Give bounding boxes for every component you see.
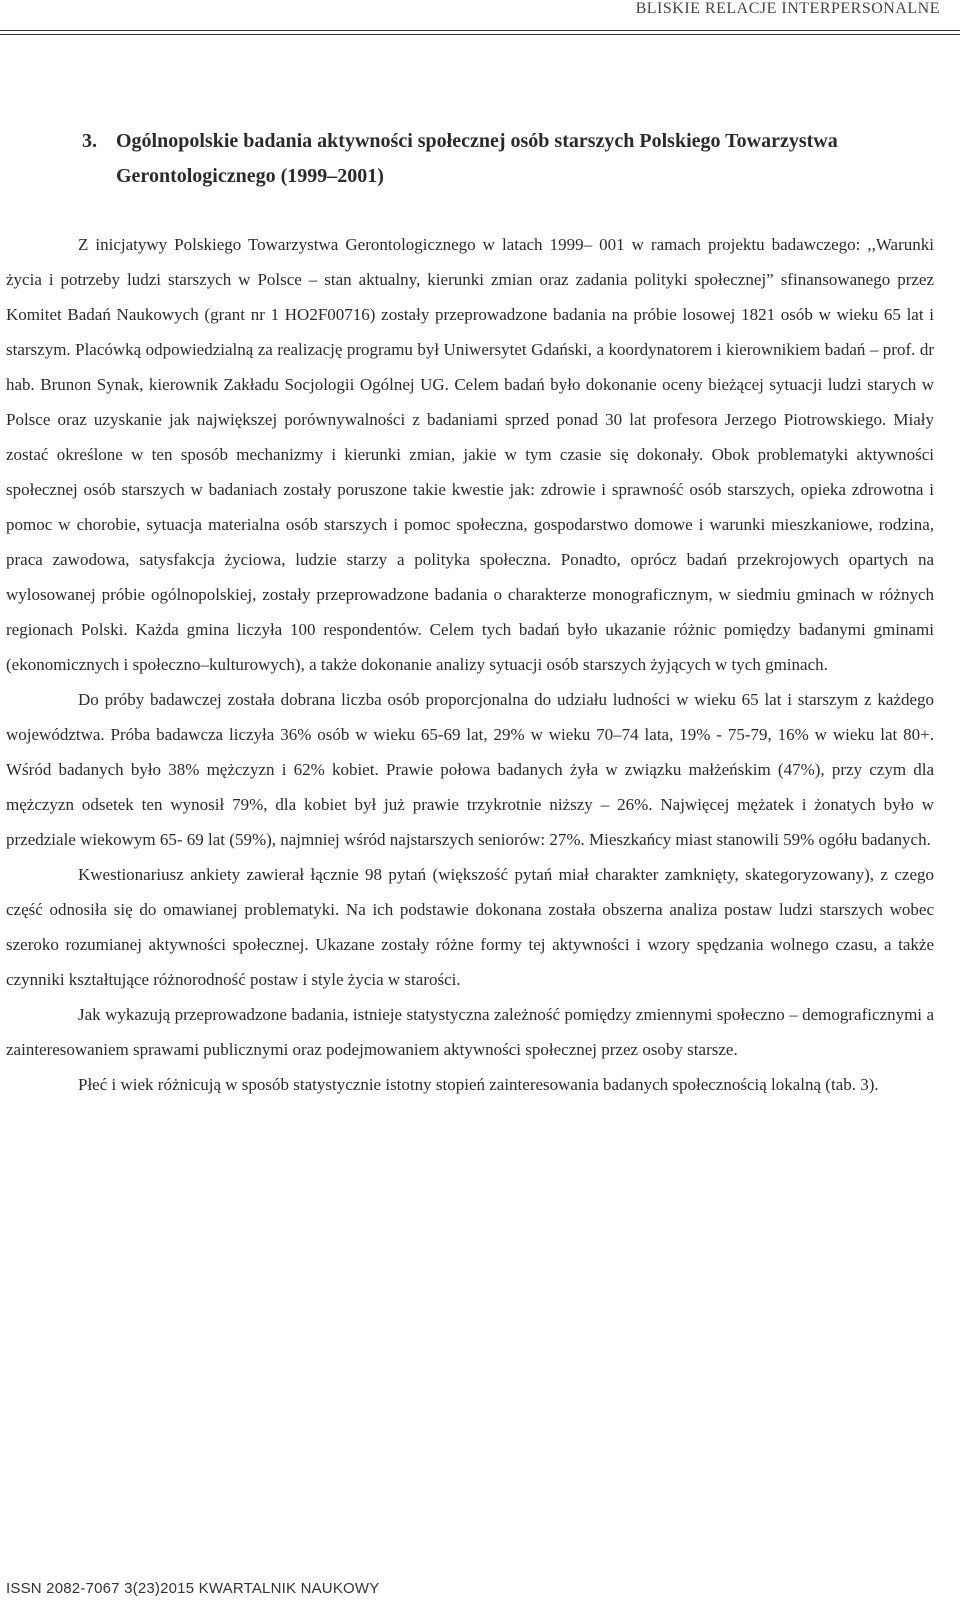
header-rule xyxy=(0,30,960,31)
paragraph: Do próby badawczej została dobrana liczba osób proporcjonalna do udziału ludności w wieku 65 lat i starszym z każdego województwa. Próba badawcza liczyła 36% osób w wieku 65-69 lat, 29% w wieku 70–74 lata, 19% - 75-79, 16% w wieku lat 80+. Wśród badanych było 38% mężczyzn i 62% kobiet. Prawie połowa badanych żyła w związku małżeńskim (47%), przy czym dla mężczyzn odsetek ten wynosił 79%, dla kobiet był już prawie trzykrotnie niższy – 26%. Najwięcej mężatek i żonatych było w przedziale wiekowym 65- 69 lat (59%), najmniej wśród najstarszych seniorów: 27%. Mieszkańcy miast stanowili 59% ogółu badanych. xyxy=(6,690,934,849)
paragraph: Z inicjatywy Polskiego Towarzystwa Gerontologicznego w latach 1999– 001 w ramach projektu badawczego: ,,Warunki życia i potrzeby ludzi starszych w Polsce – stan aktualny, kierunki zmian oraz zadania polityki społecznej” sfinansowanego przez Komitet Badań Naukowych (grant nr 1 HO2F00716) zostały przeprowadzone badania na próbie losowej 1821 osób w wieku 65 lat i starszym. Placówką odpowiedzialną za realizację programu był Uniwersytet Gdański, a koordynatorem i kierownikiem badań – prof. dr hab. Brunon Synak, kierownik Zakładu Socjologii Ogólnej UG. Celem badań było dokonanie oceny bieżącej sytuacji ludzi starych w Polsce oraz uzyskanie jak największej porównywalności z badaniami sprzed ponad 30 lat profesora Jerzego Piotrowskiego. Miały zostać określone w ten sposób mechanizmy i kierunki zmian, jakie w tym czasie się dokonały. Obok problematyki aktywności społecznej osób starszych w badaniach zostały poruszone takie kwestie jak: zdrowie i sprawność osób starszych, opieka zdrowotna i pomoc w chorobie, sytuacja materialna osób starszych i pomoc społeczna, gospodarstwo domowe i warunki mieszkaniowe, rodzina, praca zawodowa, satysfakcja życiowa, ludzie starzy a polityka społeczna. Ponadto, oprócz badań przekrojowych opartych na wylosowanej próbie ogólnopolskiej, zostały przeprowadzone badania o charakterze monograficznym, w siedmiu gminach w różnych regionach Polski. Każda gmina liczyła 100 respondentów. Celem tych badań było ukazanie różnic pomiędzy badanymi gminami (ekonomicznych i społeczno–kulturowych), a także dokonanie analizy sytuacji osób starszych żyjących w tych gminach. xyxy=(6,235,934,674)
running-header-title: BLISKIE RELACJE INTERPERSONALNE xyxy=(635,0,940,17)
body-text xyxy=(6,227,934,1102)
paragraph: Płeć i wiek różnicują w sposób statystycznie istotny stopień zainteresowania badanych społecznością lokalną (tab. 3). xyxy=(78,1075,879,1094)
paragraph: Kwestionariusz ankiety zawierał łącznie 98 pytań (większość pytań miał charakter zamknięty, skategoryzowany), z czego część odnosiła się do omawianej problematyki. Na ich podstawie dokonana została obszerna analiza postaw ludzi starszych wobec szeroko rozumianej aktywności społecznej. Ukazane zostały różne formy tej aktywności i wzory spędzania wolnego czasu, a także czynniki kształtujące różnorodność postaw i style życia w starości. xyxy=(6,865,934,989)
running-header xyxy=(0,0,960,28)
header-rule-secondary xyxy=(0,34,960,35)
section-title: Ogólnopolskie badania aktywności społecznej osób starszych Polskiego Towarzystwa Gerontologicznego (1999–2001) xyxy=(116,130,838,187)
section-number: 3. xyxy=(82,130,97,152)
paragraph: Jak wykazują przeprowadzone badania, istnieje statystyczna zależność pomiędzy zmiennymi społeczno – demograficznymi a zainteresowaniem sprawami publicznymi oraz podejmowaniem aktywności społecznej przez osoby starsze. xyxy=(6,1005,934,1059)
page-footer: ISSN 2082-7067 3(23)2015 KWARTALNIK NAUKOWY xyxy=(6,1580,380,1597)
section-heading xyxy=(82,124,952,194)
